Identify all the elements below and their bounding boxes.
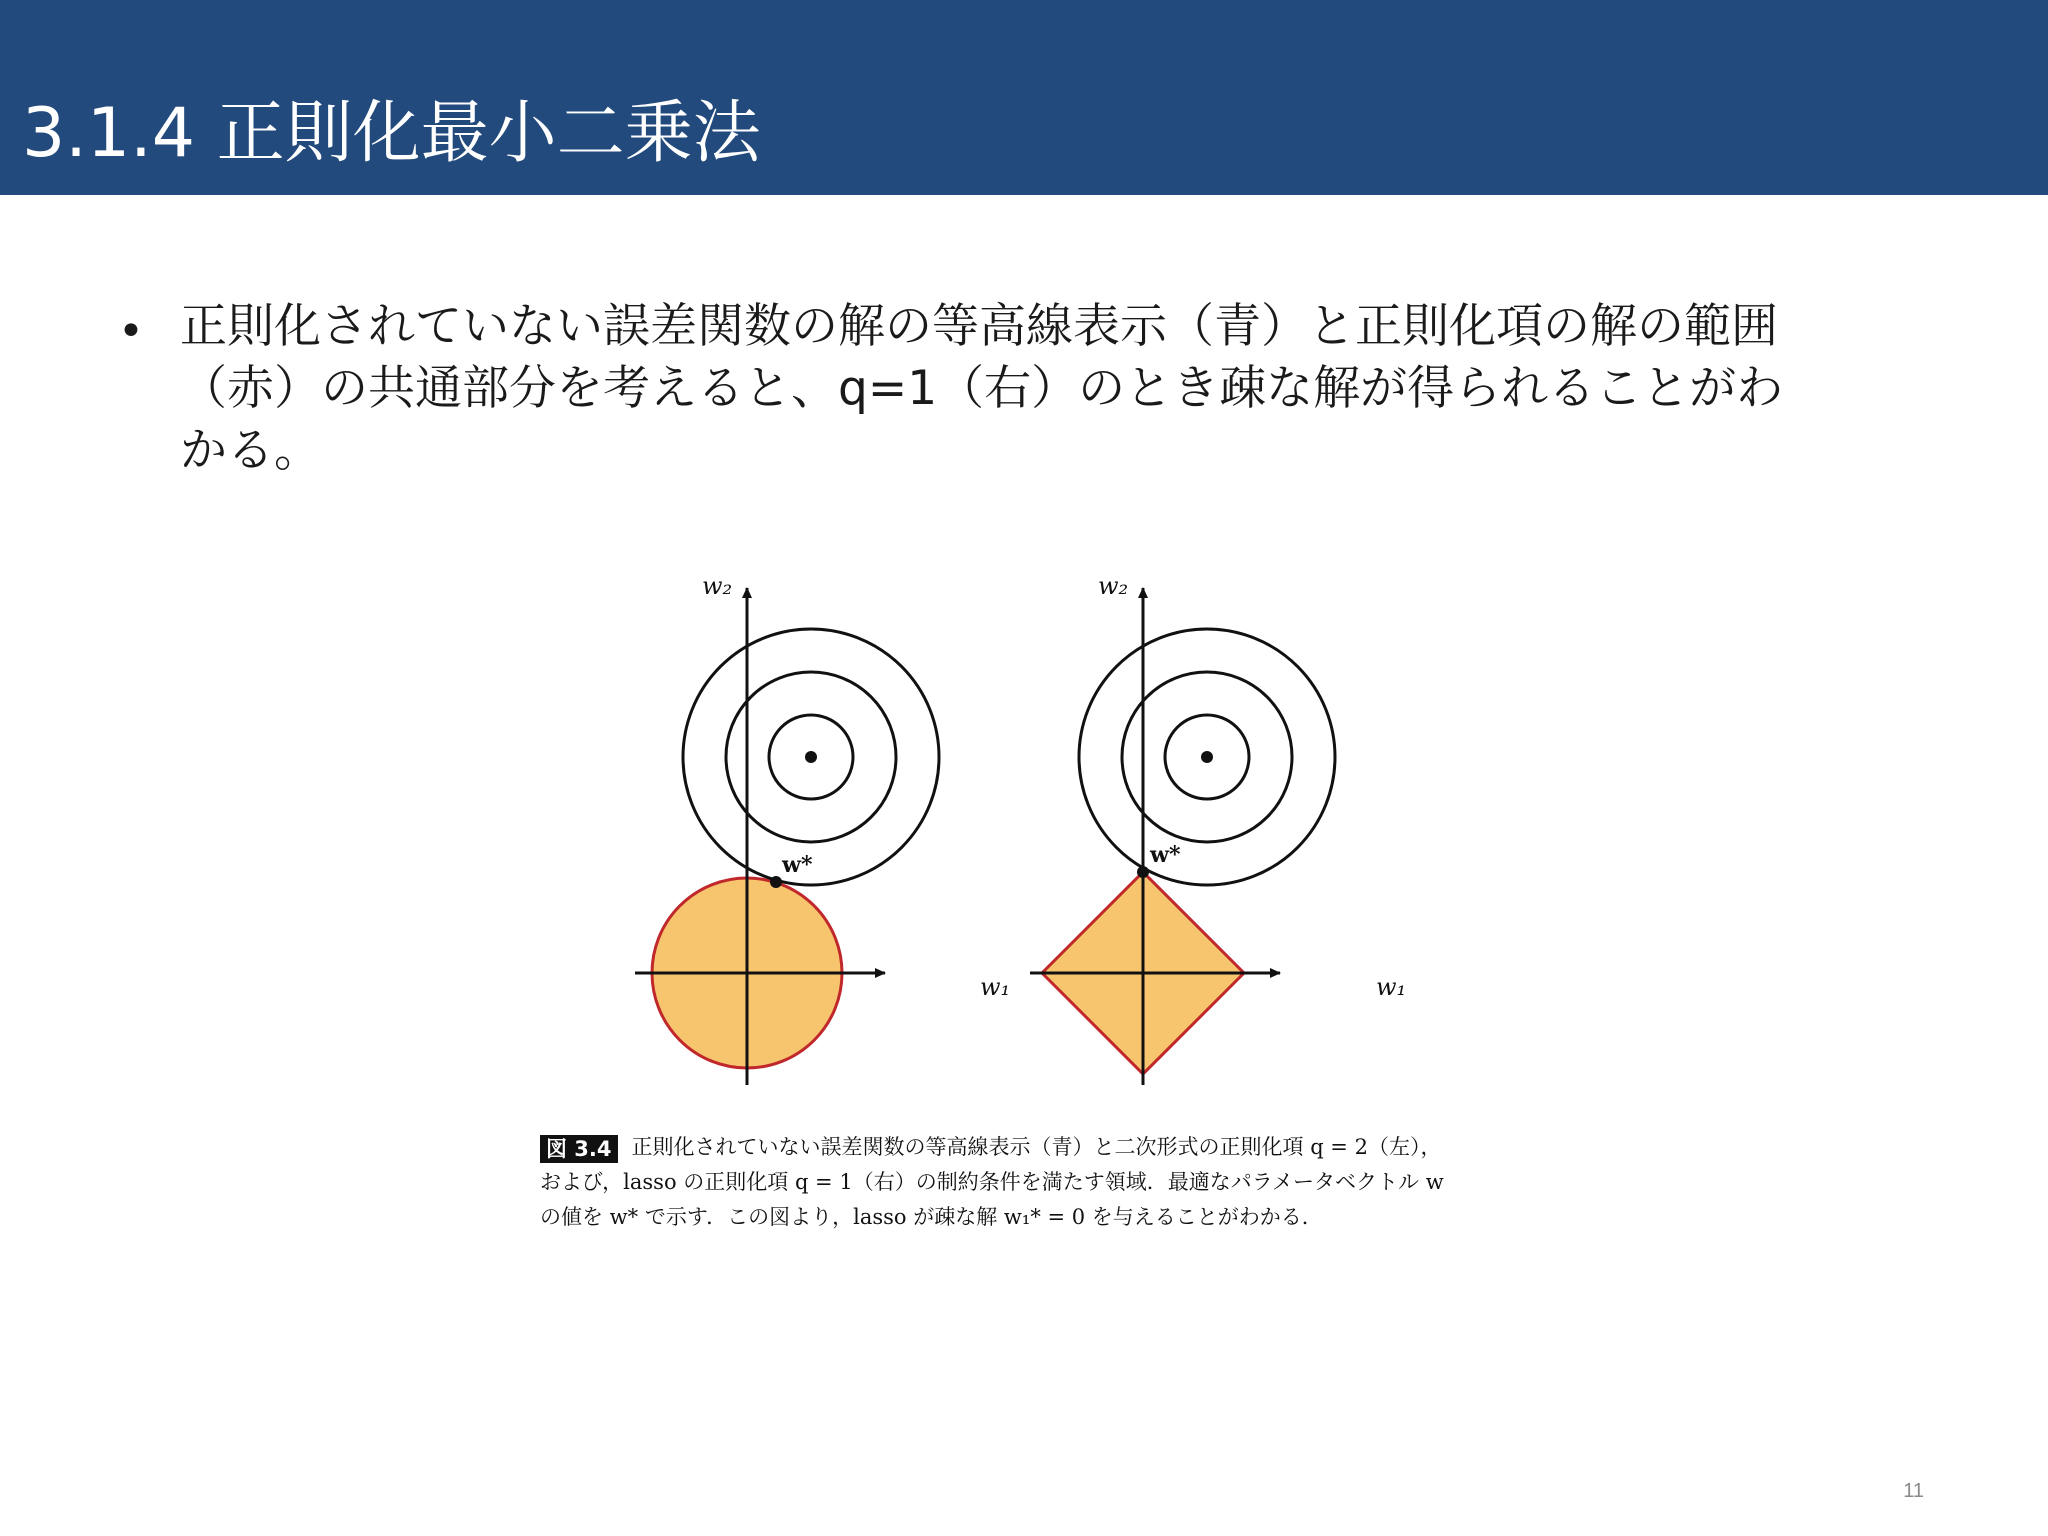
error-minimum-point <box>1201 751 1213 763</box>
slide-title: 3.1.4 正則化最小二乗法 <box>22 94 761 173</box>
page-number: 11 <box>1903 1480 1924 1502</box>
caption-line <box>540 1130 1520 1165</box>
axis-w1-label: w₁ <box>1376 973 1407 1001</box>
axis-w2-label: w₂ <box>1098 572 1129 600</box>
panel-left-q2 <box>635 572 1010 1085</box>
panel-right-q1 <box>1030 572 1406 1085</box>
w-star-point <box>1137 866 1149 878</box>
w-star-point <box>770 876 782 888</box>
caption-line: の値を w* で示す．この図より，lasso が疎な解 w₁* = 0 を与えることがわかる． <box>540 1205 1323 1229</box>
w-star-label: w* <box>1150 842 1181 868</box>
bullet-line: かる。 <box>180 423 321 478</box>
error-minimum-point <box>805 751 817 763</box>
axis-w2-label: w₂ <box>702 572 733 600</box>
figure-caption <box>540 1130 1520 1235</box>
figure-label: 図 3.4 <box>540 1135 618 1163</box>
regularization-diagram <box>540 550 1520 1130</box>
w-star-label: w* <box>782 852 813 878</box>
bullet-icon: • <box>118 306 144 357</box>
axis-w1-label: w₁ <box>980 973 1011 1001</box>
bullet-line: （赤）の共通部分を考えると、q=1（右）のとき疎な解が得られることがわ <box>180 361 1784 416</box>
caption-line: および，lasso の正則化項 q = 1（右）の制約条件を満たす領域．最適なパラメータベクトル w <box>540 1170 1444 1194</box>
caption-text: 正則化されていない誤差関数の等高線表示（青）と二次形式の正則化項 q = 2（左）， <box>631 1135 1442 1159</box>
bullet-text <box>180 296 1930 482</box>
title-bar <box>0 0 2048 195</box>
figure-3-4 <box>540 550 1520 1250</box>
bullet-line: 正則化されていない誤差関数の解の等高線表示（青）と正則化項の解の範囲 <box>180 299 1778 354</box>
